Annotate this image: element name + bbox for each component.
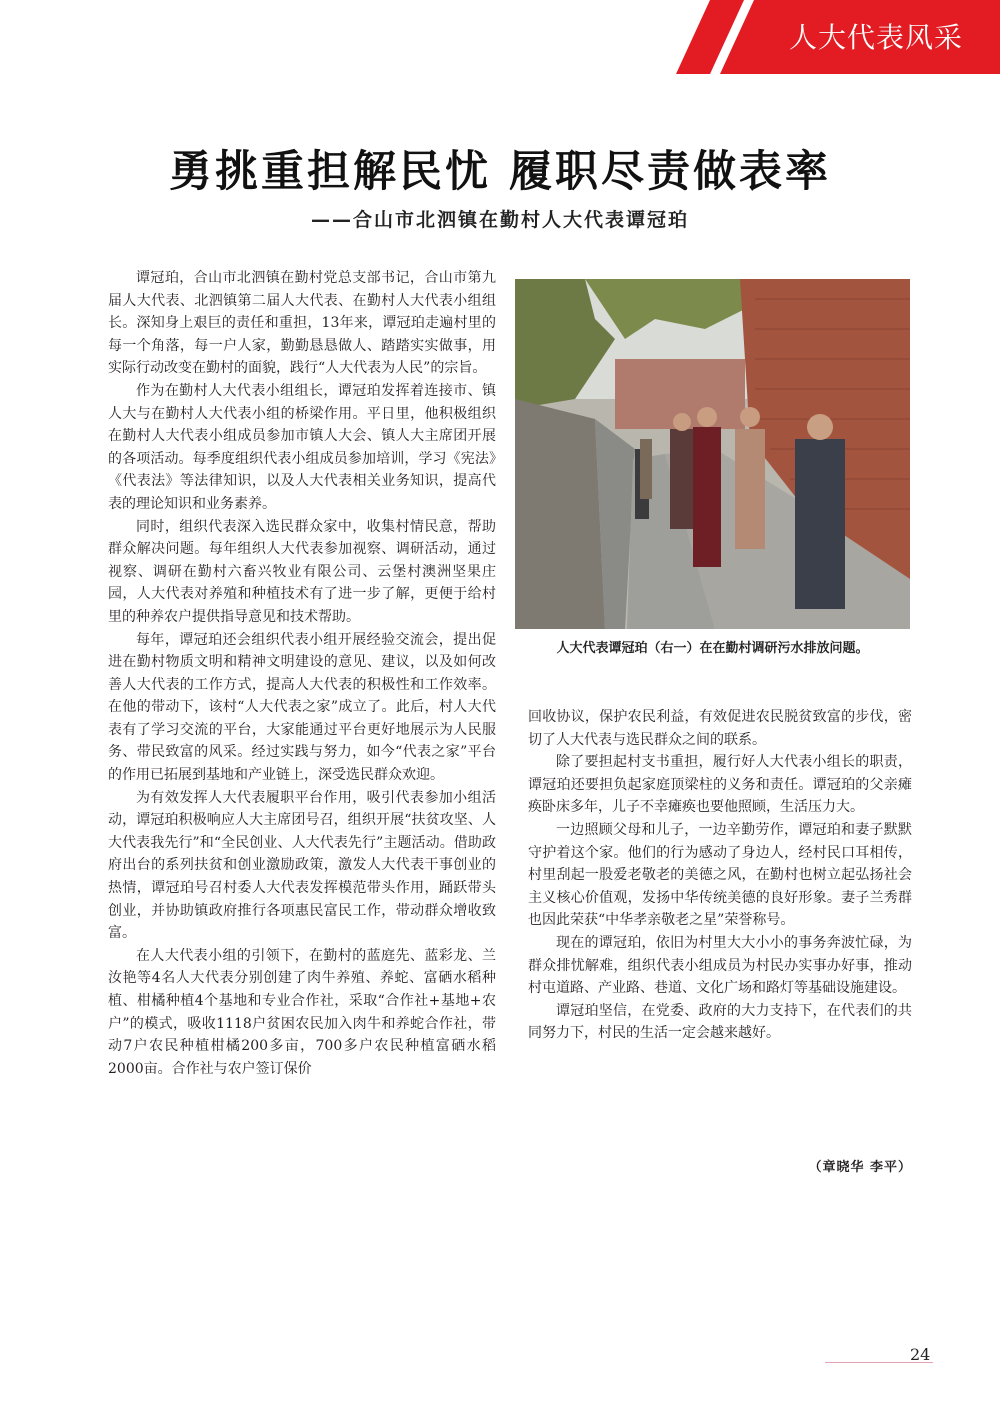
article-photo bbox=[515, 279, 910, 629]
paragraph: 一边照顾父母和儿子，一边辛勤劳作，谭冠珀和妻子默默守护着这个家。他们的行为感动了身边人，经村民口耳相传，村里刮起一股爱老敬老的美德之风，在勤村也树立起弘扬社会主义核心价值观，发扬中华传统美德的良好形象。妻子兰秀群也因此荣获“中华孝亲敬老之星”荣誉称号。 bbox=[528, 821, 912, 929]
photo-caption: 人大代表谭冠珀（右一）在在勤村调研污水排放问题。 bbox=[556, 641, 869, 656]
paragraph: 谭冠珀坚信，在党委、政府的大力支持下，在代表们的共同努力下，村民的生活一定会越来越好。 bbox=[528, 1002, 912, 1042]
paragraph: 每年，谭冠珀还会组织代表小组开展经验交流会，提出促进在勤村物质文明和精神文明建设的意见、建议，以及如何改善人大代表的工作方式，提高人大代表的积极性和工作效率。在他的带动下，该村“人大代表之家”成立了。此后，村人大代表有了学习交流的平台，大家能通过平台更好地展示为人民服务、带民致富的风采。经过实践与努力，如今“代表之家”平台的作用已拓展到基地和产业链上，深受选民群众欢迎。 bbox=[108, 631, 496, 784]
paragraph: 同时，组织代表深入选民群众家中，收集村情民意，帮助群众解决问题。每年组织人大代表参加视察、调研活动，通过视察、调研在勤村六畜兴牧业有限公司、云堡村澳洲坚果庄园，人大代表对养殖和种植技术有了进一步了解，更便于给村里的种养农户提供指导意见和技术帮助。 bbox=[108, 518, 496, 625]
article-subtitle: ——合山市北泗镇在勤村人大代表谭冠珀 bbox=[310, 209, 689, 231]
paragraph: 谭冠珀，合山市北泗镇在勤村党总支部书记，合山市第九届人大代表、北泗镇第二届人大代表、在勤村人大代表小组组长。深知身上艰巨的责任和重担，13年来，谭冠珀走遍村里的每一个角落，每一户人家，勤勤恳恳做人、踏踏实实做事，用实际行动改变在勤村的面貌，践行“人大代表为人民”的宗旨。 bbox=[108, 270, 496, 377]
paragraph: 现在的谭冠珀，依旧为村里大大小小的事务奔波忙碌，为群众排忧解难，组织代表小组成员为村民办实事办好事，推动村屯道路、产业路、巷道、文化广场和路灯等基础设施建设。 bbox=[528, 934, 912, 997]
paragraph: 除了要担起村支书重担，履行好人大代表小组长的职责，谭冠珀还要担负起家庭顶梁柱的义务和责任。谭冠珀的父亲瘫痪卧床多年，儿子不幸瘫痪也要他照顾，生活压力大。 bbox=[528, 754, 912, 816]
page-number: 24 bbox=[910, 1345, 931, 1364]
paragraph: 为有效发挥人大代表履职平台作用，吸引代表参加小组活动，谭冠珀积极响应人大主席团号召，组织开展“扶贫攻坚、人大代表我先行”和“全民创业、人大代表先行”主题活动。借助政府出台的系列扶贫和创业激励政策，激发人大代表干事创业的热情，谭冠珀号召村委人大代表发挥模范带头作用，踊跃带头创业，并协助镇政府推行各项惠民富民工作，带动群众增收致富。 bbox=[108, 789, 496, 942]
paragraph: 作为在勤村人大代表小组组长，谭冠珀发挥着连接市、镇人大与在勤村人大代表小组的桥梁作用。平日里，他积极组织在勤村人大代表小组成员参加市镇人大会、镇人大主席团开展的各项活动。每季度组织代表小组成员参加培训，学习《宪法》《代表法》等法律知识，以及人大代表相关业务知识，提高代表的理论知识和业务素养。 bbox=[108, 382, 496, 512]
section-banner-label: 人大代表风采 bbox=[788, 21, 963, 54]
paragraph: 回收协议，保护农民利益，有效促进农民脱贫致富的步伐，密切了人大代表与选民群众之间的联系。 bbox=[528, 709, 912, 748]
section-banner bbox=[670, 0, 1000, 74]
right-column bbox=[528, 706, 912, 1045]
left-column bbox=[108, 267, 496, 1080]
paragraph: 在人大代表小组的引领下，在勤村的蓝庭先、蓝彩龙、兰汝艳等4名人大代表分别创建了肉牛养殖、养蛇、富硒水稻种植、柑橘种植4个基地和专业合作社，采取“合作社+基地+农户”的模式，吸收1118户贫困农民加入肉牛和养蛇合作社，带动7户农民种植柑橘200多亩，700多户农民种植富硒水稻2000亩。合作社与农户签订保价 bbox=[108, 947, 496, 1077]
author-credit: （章晓华 李平） bbox=[808, 1160, 912, 1175]
article-title: 勇挑重担解民忧 履职尽责做表率 bbox=[169, 147, 831, 197]
alley-photo-illustration bbox=[515, 279, 910, 629]
